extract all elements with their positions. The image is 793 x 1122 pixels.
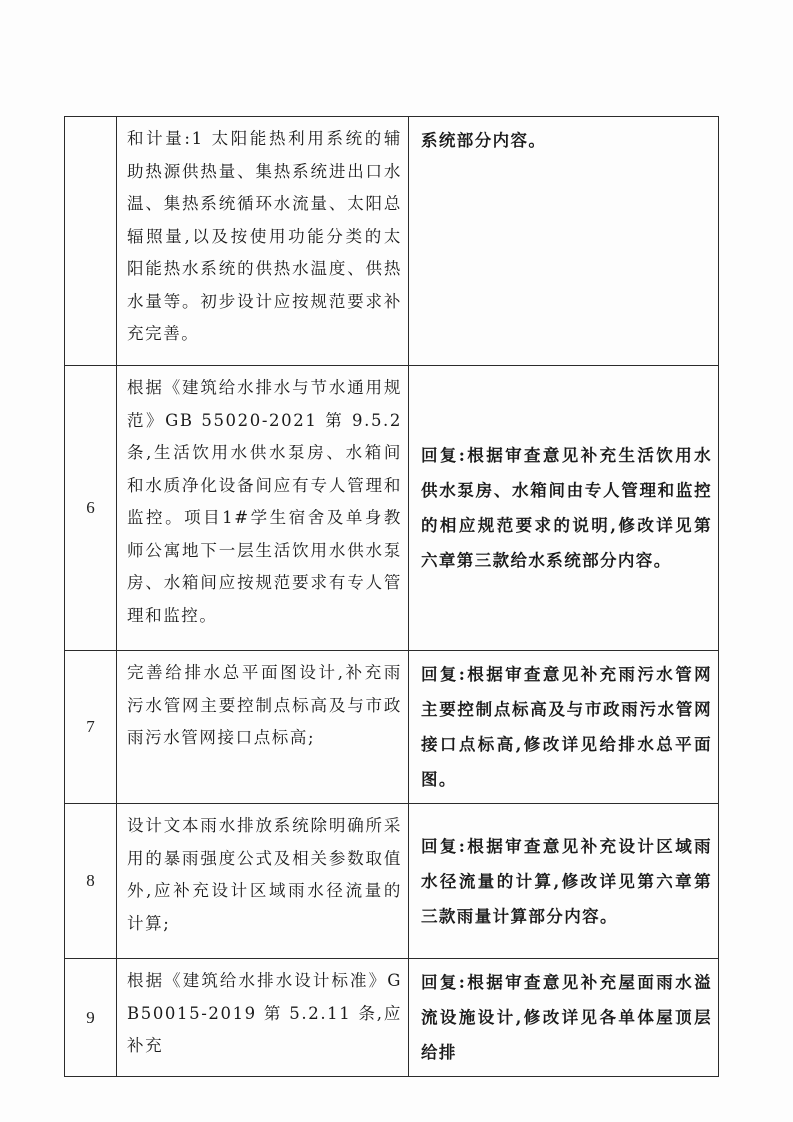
review-response-table (64, 116, 719, 1077)
issue-cell (117, 804, 409, 959)
reply-cell (409, 804, 719, 959)
issue-text: 设计文本雨水排放系统除明确所采用的暴雨强度公式及相关参数取值外,应补充设计区域雨水径流量的计算; (127, 816, 402, 933)
table-row (65, 804, 719, 959)
row-number: 6 (65, 366, 117, 651)
reply-cell (409, 959, 719, 1077)
row-number: 8 (65, 804, 117, 959)
reply-text: 回复:根据审查意见补充生活饮用水供水泵房、水箱间由专人管理和监控的相应规范要求的说明,修改详见第六章第三款给水系统部分内容。 (421, 446, 712, 570)
reply-cell (409, 117, 719, 366)
reply-cell (409, 366, 719, 651)
issue-cell (117, 959, 409, 1077)
issue-text: 根据《建筑给水排水设计标准》GB50015-2019 第 5.2.11 条,应补充 (127, 971, 402, 1055)
table-row (65, 651, 719, 804)
issue-cell (117, 117, 409, 366)
issue-cell (117, 651, 409, 804)
issue-text: 和计量:1 太阳能热利用系统的辅助热源供热量、集热系统进出口水温、集热系统循环水流量、太阳总辐照量,以及按使用功能分类的太阳能热水系统的供热水温度、供热水量等。初步设计应按规范要求补充完善。 (127, 129, 402, 343)
row-number (65, 117, 117, 366)
reply-text: 回复:根据审查意见补充雨污水管网主要控制点标高及与市政雨污水管网接口点标高,修改详见给排水总平面图。 (421, 665, 712, 789)
reply-text: 回复:根据审查意见补充设计区域雨水径流量的计算,修改详见第六章第三款雨量计算部分内容。 (421, 836, 712, 926)
reply-text: 回复:根据审查意见补充屋面雨水溢流设施设计,修改详见各单体屋顶层给排 (421, 973, 712, 1062)
table-row (65, 959, 719, 1077)
row-number: 7 (65, 651, 117, 804)
issue-cell (117, 366, 409, 651)
reply-text: 系统部分内容。 (421, 131, 547, 150)
issue-text: 完善给排水总平面图设计,补充雨污水管网主要控制点标高及与市政雨污水管网接口点标高; (127, 663, 402, 747)
row-number: 9 (65, 959, 117, 1077)
reply-cell (409, 651, 719, 804)
table-row (65, 117, 719, 366)
table-row (65, 366, 719, 651)
issue-text: 根据《建筑给水排水与节水通用规范》GB 55020-2021 第 9.5.2 条,生活饮用水供水泵房、水箱间和水质净化设备间应有专人管理和监控。项目1#学生宿舍及单身教师公寓地下一层生活饮用水供水泵房、水箱间应按规范要求有专人管理和监控。 (127, 378, 402, 625)
